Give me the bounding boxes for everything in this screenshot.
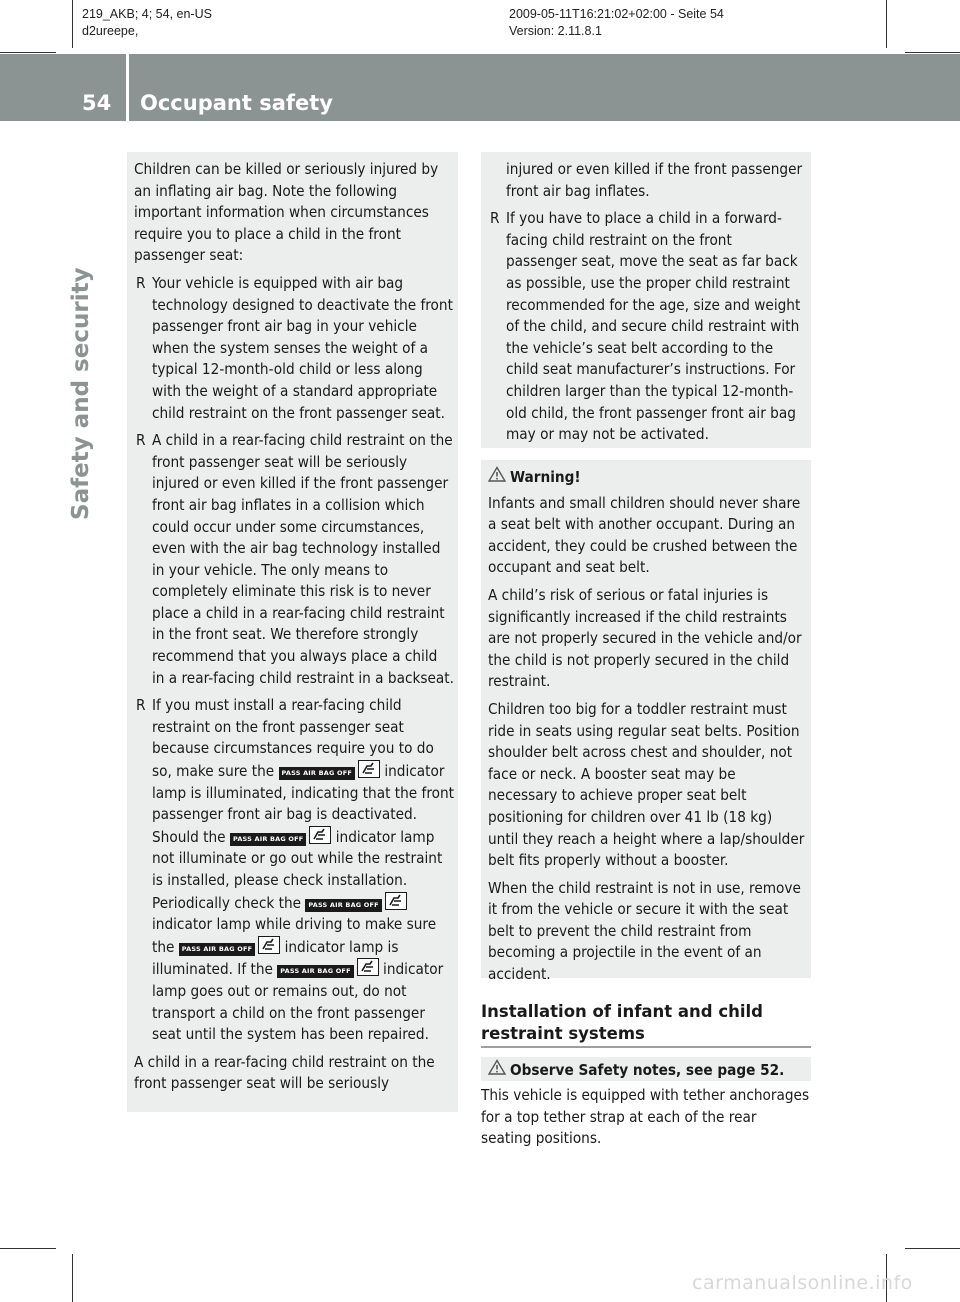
chapter-label: Safety and security (68, 267, 94, 520)
side-tab (905, 54, 960, 121)
list-item-text: If you must install a rear-facing child restraint on the front passenger seat because circumstances require you to do so, make sure the (152, 696, 434, 781)
child-seat-icon (358, 760, 380, 778)
header-divider (126, 54, 129, 121)
right-box-text (488, 159, 806, 446)
warning-triangle-icon (488, 1059, 510, 1082)
warning-heading (488, 466, 806, 489)
page-number: 54 (82, 91, 112, 115)
safety-note (488, 1059, 806, 1082)
bullet-marker: R (490, 209, 500, 228)
list-item (134, 430, 454, 689)
list-item-text: indicator lamp goes out or remains out, do not transport a child on the front passenger seat until the system has been repaired. (152, 960, 444, 1044)
print-meta-line: 219_AKB; 4; 54, en-US (82, 7, 212, 21)
list-item (134, 273, 454, 424)
tail-paragraph: A child in a rear-facing child restraint on the front passenger seat will be seriously (134, 1052, 435, 1093)
list-item (134, 695, 454, 1046)
pass-airbag-off-lamp-icon: PASS AIR BAG OFF (279, 767, 355, 780)
warning-paragraph: A child’s risk of serious or fatal injuries is significantly increased if the child restraints are not properly secured in the vehicle and/or the child is not properly secured in the child restraint. (488, 585, 802, 691)
list-item-text: indicator lamp is illuminated, indicating that the front passenger front air bag is deactivated. Should the (152, 762, 455, 846)
bullet-marker: R (136, 431, 146, 450)
crop-mark (886, 0, 887, 48)
bullet-marker: R (136, 696, 146, 715)
continued-paragraph: injured or even killed if the front passenger front air bag inflates. (506, 160, 803, 200)
crop-mark (72, 0, 73, 48)
bullet-marker: R (136, 273, 146, 292)
warning-text (488, 466, 806, 986)
safety-note-link[interactable]: Observe Safety notes, see page 52. (510, 1060, 785, 1079)
list-item-text: indicator lamp is illuminated. If the (152, 937, 399, 979)
pass-airbag-off-lamp-icon: PASS AIR BAG OFF (230, 833, 306, 846)
intro-paragraph: Children can be killed or seriously injured by an inflating air bag. Note the following important information when circumstances require you to place a child in the front passenger seat: (134, 160, 439, 265)
crop-mark (0, 52, 56, 53)
list-item-text: A child in a rear-facing child restraint on the front passenger seat will be seriously injured or even killed if the front passenger front air bag inflates in a collision which could occur under some circumstances, even with the air bag technology installed in your vehicle. The only means to completely eliminate this risk is to never place a child in a rear-facing child restraint in the front seat. We therefore strongly recommend that you always place a child in a rear-facing child restraint in a backseat. (152, 431, 454, 687)
print-meta-line: 2009-05-11T16:21:02+02:00 - Seite 54 (509, 7, 724, 21)
pass-airbag-off-lamp-icon: PASS AIR BAG OFF (277, 965, 353, 978)
list-item-text: indicator lamp while driving to make sure the (152, 915, 437, 956)
list-item-text: indicator lamp not illuminate or go out while the restraint is installed, please check installation. Periodically check the (152, 827, 443, 912)
list-item-text: Your vehicle is equipped with air bag technology designed to deactivate the front passenger front air bag in your vehicle when the system senses the weight of a typical 12-month-old child or less along with the weight of a standard appropriate child restraint on the front passenger seat. (152, 273, 453, 422)
page-header (0, 54, 905, 121)
crop-mark (905, 52, 960, 53)
page-title: Occupant safety (140, 91, 333, 115)
crop-mark (0, 1248, 56, 1249)
print-meta-line: Version: 2.11.8.1 (509, 24, 602, 38)
pass-airbag-off-lamp-icon: PASS AIR BAG OFF (305, 899, 381, 912)
left-column-text (134, 159, 454, 1095)
pass-airbag-off-lamp-icon: PASS AIR BAG OFF (179, 943, 255, 956)
watermark: carmanualsonline.info (692, 1272, 913, 1294)
child-seat-icon (357, 958, 379, 976)
crop-mark (72, 1254, 73, 1302)
warning-title: Warning! (510, 467, 581, 486)
section-body: This vehicle is equipped with tether anchorages for a top tether strap at each of the rear seating positions. (481, 1086, 810, 1148)
section-heading: Installation of infant and child restraint systems (481, 1002, 763, 1043)
print-meta-right (509, 6, 724, 40)
print-meta-line: d2ureepe, (82, 24, 139, 38)
section-divider (481, 1046, 811, 1048)
child-seat-icon (309, 826, 331, 844)
list-item-text: If you have to place a child in a forward-facing child restraint on the front passenger seat, move the seat as far back as possible, use the proper child restraint recommended for the age, size and weight of the child, and secure child restraint with the vehicle’s seat belt according to the child seat manufacturer’s instructions. For children larger than the typical 12-month-old child, the front passenger front air bag may or may not be activated. (506, 209, 801, 444)
crop-mark (905, 1248, 960, 1249)
warning-paragraph: Children too big for a toddler restraint must ride in seats using regular seat belts. Position shoulder belt across chest and shoulder, not face or neck. A booster seat may be necessary to achieve proper seat belt positioning for children over 41 lb (18 kg) until they reach a height where a lap/shoulder belt fits properly without a booster. (488, 699, 805, 870)
warning-paragraph: When the child restraint is not in use, remove it from the vehicle or secure it with the seat belt to prevent the child restraint from becoming a projectile in the event of an accident. (488, 878, 801, 984)
list-item (488, 208, 806, 446)
warning-triangle-icon (488, 466, 510, 489)
print-meta-left (82, 6, 212, 40)
warning-paragraph: Infants and small children should never share a seat belt with another occupant. During an accident, they could be crushed between the occupant and seat belt. (488, 493, 801, 577)
child-seat-icon (385, 892, 407, 910)
child-seat-icon (258, 936, 280, 954)
